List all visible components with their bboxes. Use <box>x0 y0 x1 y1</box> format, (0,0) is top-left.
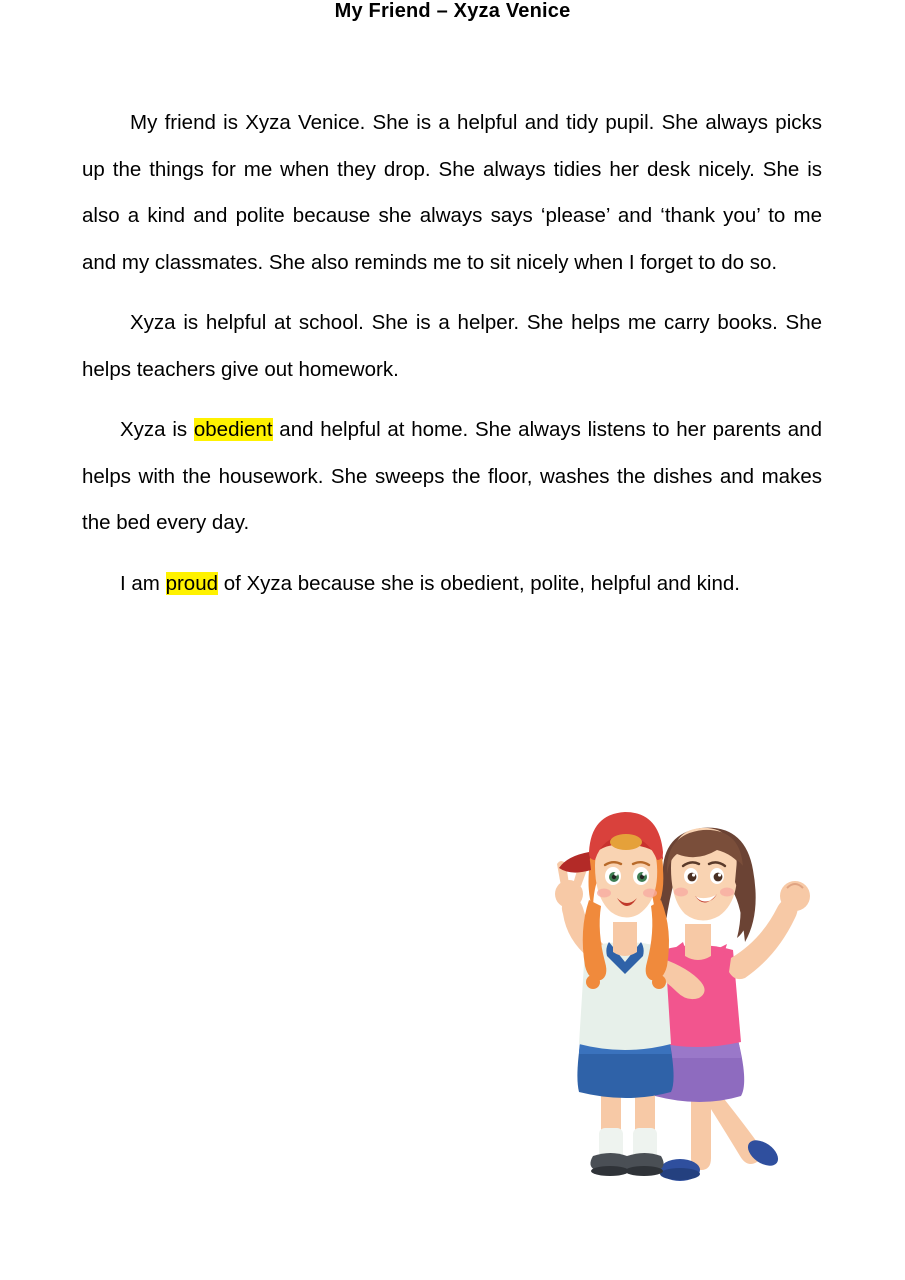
paragraph-2 <box>82 300 822 393</box>
paragraph-1 <box>82 100 822 286</box>
paragraph-3-text-before: Xyza is <box>120 418 194 441</box>
page-title: My Friend – Xyza Venice <box>334 0 571 22</box>
paragraph-4-text-before: I am <box>120 571 166 595</box>
paragraph-3-text-after: and helpful at home. She always listens to her parents and helps with the housework. She sweeps the floor, washes the dishes and makes the bed every day. <box>82 418 822 534</box>
highlighted-word-proud: proud <box>165 571 219 595</box>
document-body <box>82 100 822 621</box>
paragraph-3 <box>82 407 822 547</box>
two-girls-cartoon-illustration <box>505 790 835 1205</box>
paragraph-2-text: Xyza is helpful at school. She is a helper. She helps me carry books. She helps teachers give out homework. <box>82 311 822 381</box>
paragraph-4 <box>82 561 822 608</box>
paragraph-1-text: My friend is Xyza Venice. She is a helpful and tidy pupil. She always picks up the things for me when they drop. She always tidies her desk nicely. She is also a kind and polite because she always says ‘please’ and ‘thank you’ to me and my classmates. She also reminds me to sit nicely when I forget to do so. <box>82 111 822 274</box>
highlighted-word-obedient: obedient <box>193 418 273 441</box>
paragraph-4-text-after: of Xyza because she is obedient, polite, helpful and kind. <box>218 571 740 595</box>
